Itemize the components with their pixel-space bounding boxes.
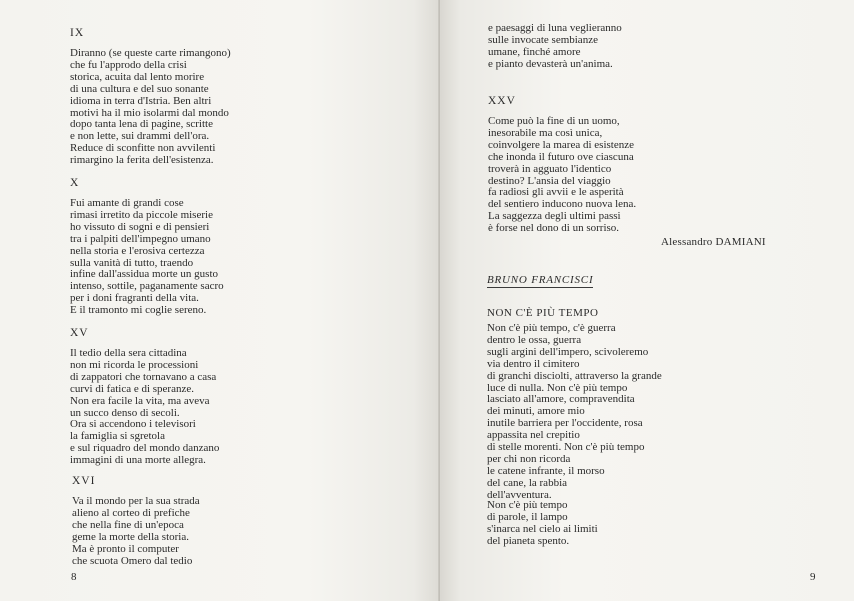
poem-lines bbox=[487, 323, 662, 502]
poem-line: s'inarca nel cielo ai limiti bbox=[487, 522, 598, 535]
poem-x bbox=[70, 176, 224, 317]
poem-line: del sentiero inducono nuova lena. bbox=[488, 198, 637, 211]
poem-line: umane, finché amore bbox=[488, 45, 581, 58]
poem-lines bbox=[70, 348, 219, 467]
poem-number: IX bbox=[70, 27, 85, 39]
poem-lines bbox=[70, 198, 224, 317]
poem-line: La saggezza degli ultimi passi bbox=[488, 210, 621, 223]
poem-line: inutile barriera per l'occidente, rosa bbox=[487, 417, 643, 430]
poem-line: di granchi disciolti, attraverso la grande bbox=[487, 369, 662, 382]
poem-line: curvi di fatica e di speranze. bbox=[70, 382, 194, 395]
poem-line: rimargino la ferita dell'esistenza. bbox=[70, 154, 214, 167]
poem-line: Diranno (se queste carte rimangono) bbox=[70, 47, 231, 59]
poem-line: e pianto devasterà un'anima. bbox=[488, 57, 613, 70]
poem-line: che nella fine di un'epoca bbox=[72, 518, 184, 531]
poem-line: la famiglia si sgretola bbox=[70, 430, 165, 443]
poem-xv bbox=[70, 326, 219, 467]
poem-line: nella storia e l'erosiva certezza bbox=[70, 244, 205, 257]
author-name: BRUNO FRANCISCI bbox=[487, 274, 594, 286]
poem-line: storica, acuita dal lento morire bbox=[70, 70, 205, 83]
poem-stanza-2 bbox=[487, 500, 598, 548]
poem-line: via dentro il cimitero bbox=[487, 357, 580, 370]
poem-xxv bbox=[488, 94, 636, 235]
poem-line: idioma in terra d'Istria. Ben altri bbox=[70, 94, 212, 107]
poem-line: sulla vanità di tutto, traendo bbox=[70, 256, 194, 269]
poem-line: appassita nel crepitio bbox=[487, 429, 580, 442]
poem-line: alieno al corteo di prefiche bbox=[72, 506, 190, 519]
poem-line: fa radiosi gli avvii e le asperità bbox=[488, 186, 624, 199]
poem-line: Il tedio della sera cittadina bbox=[70, 347, 187, 359]
poem-line: di zappatori che tornavano a casa bbox=[70, 370, 217, 383]
poem-lines bbox=[72, 496, 200, 567]
poem-line: sulle invocate sembianze bbox=[488, 33, 598, 46]
poem-continuation bbox=[488, 23, 622, 71]
poem-number: X bbox=[70, 177, 80, 189]
poem-line: troverà in agguato l'identico bbox=[488, 162, 612, 175]
right-page bbox=[440, 0, 854, 601]
page-number-right: 9 bbox=[810, 571, 816, 583]
poem-line: E il tramonto mi coglie sereno. bbox=[70, 304, 207, 317]
poem-ix bbox=[70, 26, 231, 167]
poem-line: Reduce di sconfitte non avvilenti bbox=[70, 142, 216, 155]
poem-line: che inonda il futuro ove ciascuna bbox=[488, 150, 634, 163]
poem-line: lasciato all'amore, compravendita bbox=[487, 393, 635, 406]
poem-line: Fui amante di grandi cose bbox=[70, 197, 184, 209]
poem-line: dentro le ossa, guerra bbox=[487, 333, 582, 346]
poem-lines bbox=[488, 23, 622, 71]
poem-line: immagini di una morte allegra. bbox=[70, 454, 206, 467]
poem-line: tra i palpiti dell'impegno umano bbox=[70, 232, 211, 245]
poem-line: del cane, la rabbia bbox=[487, 476, 568, 489]
poem-line: Non c'è più tempo bbox=[487, 499, 568, 511]
poem-line: dell'avventura. bbox=[487, 488, 552, 501]
poem-line: Non c'è più tempo, c'è guerra bbox=[487, 322, 616, 334]
poem-xvi bbox=[72, 474, 200, 567]
poem-line: Come può la fine di un uomo, bbox=[488, 115, 620, 127]
poem-line: del pianeta spento. bbox=[487, 534, 570, 547]
poem-line: rimasi irretito da piccole miserie bbox=[70, 208, 213, 221]
poem-title: NON C'È PIÙ TEMPO bbox=[487, 307, 599, 319]
poem-line: è forse nel dono di un sorriso. bbox=[488, 222, 620, 235]
poem-line: intenso, sottile, paganamente sacro bbox=[70, 280, 224, 293]
poem-line: ho vissuto di sogni e di pensieri bbox=[70, 220, 210, 233]
poem-line: di stelle morenti. Non c'è più tempo bbox=[487, 441, 645, 454]
poem-line: luce di nulla. Non c'è più tempo bbox=[487, 381, 628, 394]
poem-line: che scuota Omero dal tedio bbox=[72, 554, 193, 567]
poem-line: sugli argini dell'impero, scivoleremo bbox=[487, 345, 649, 358]
poem-line: non mi ricorda le processioni bbox=[70, 358, 199, 371]
poem-line: che fu l'approdo della crisi bbox=[70, 58, 187, 71]
poem-line: motivi ha il mio isolarmi dal mondo bbox=[70, 106, 229, 119]
poem-line: per chi non ricorda bbox=[487, 452, 571, 465]
poem-number: XXV bbox=[488, 95, 516, 107]
poem-lines bbox=[70, 48, 231, 167]
poem-line: geme la morte della storia. bbox=[72, 530, 189, 543]
poem-line: dopo tanta lena di pagine, scritte bbox=[70, 118, 213, 131]
poem-line: e sul riquadro del mondo danzano bbox=[70, 442, 220, 455]
poem-line: inesorabile ma così unica, bbox=[488, 126, 603, 139]
poem-line: e non lette, sui drammi dell'ora. bbox=[70, 130, 210, 143]
poem-line: coinvolgere la marea di esistenze bbox=[488, 138, 634, 151]
poem-number: XVI bbox=[72, 475, 96, 487]
poem-line: Ma è pronto il computer bbox=[72, 542, 179, 555]
poem-line: per i doni fragranti della vita. bbox=[70, 292, 199, 305]
poem-number: XV bbox=[70, 327, 89, 339]
signature: Alessandro DAMIANI bbox=[661, 236, 766, 248]
poem-line: di parole, il lampo bbox=[487, 510, 568, 523]
poem-line: e paesaggi di luna veglieranno bbox=[488, 22, 622, 34]
poem-stanza-1 bbox=[487, 323, 662, 502]
poem-line: le catene infrante, il morso bbox=[487, 464, 605, 477]
poem-line: dei minuti, amore mio bbox=[487, 405, 585, 418]
poem-line: Ora si accendono i televisori bbox=[70, 418, 196, 431]
poem-line: destino? L'ansia del viaggio bbox=[488, 174, 611, 187]
poem-line: di una cultura e del suo sonante bbox=[70, 82, 209, 95]
poem-line: infine dall'assidua morte un gusto bbox=[70, 268, 219, 281]
poem-lines bbox=[487, 500, 598, 548]
poem-lines bbox=[488, 116, 636, 235]
poem-line: Va il mondo per la sua strada bbox=[72, 495, 200, 507]
poem-line: Non era facile la vita, ma aveva bbox=[70, 394, 210, 407]
page-number-left: 8 bbox=[71, 571, 77, 583]
poem-line: un succo denso di secoli. bbox=[70, 406, 180, 419]
